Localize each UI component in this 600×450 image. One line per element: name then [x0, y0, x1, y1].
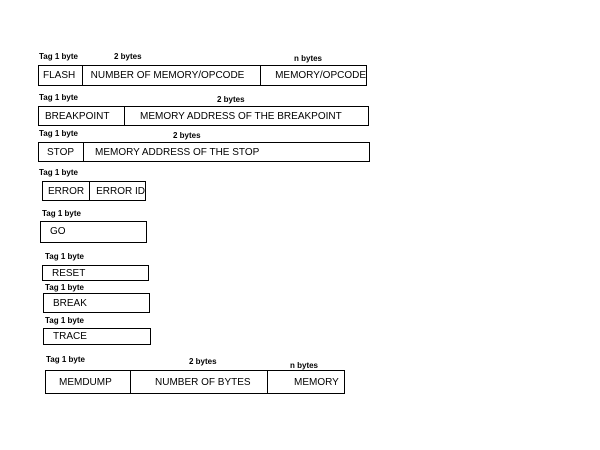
field-tag: BREAKPOINT	[45, 110, 110, 122]
tag-size-label: Tag 1 byte	[42, 209, 81, 218]
field-tag: BREAK	[53, 297, 87, 309]
packet-error	[42, 181, 146, 201]
field-size-label: 2 bytes	[217, 95, 245, 104]
field-size-label: 2 bytes	[189, 357, 217, 366]
field-tag: RESET	[52, 267, 86, 279]
field-tag: TRACE	[53, 331, 87, 342]
field-count: NUMBER OF BYTES	[130, 371, 267, 393]
tag-size-label: Tag 1 byte	[39, 52, 78, 61]
field-payload: MEMORY/OPCODE	[260, 66, 366, 85]
packet-stop	[38, 142, 370, 162]
tag-size-label: Tag 1 byte	[39, 129, 78, 138]
tag-size-label: Tag 1 byte	[45, 252, 84, 261]
field-tag: FLASH	[43, 70, 76, 81]
field-error-id: ERROR ID	[89, 182, 145, 200]
tag-size-label: Tag 1 byte	[46, 355, 85, 364]
packet-memdump	[45, 370, 345, 394]
packet-breakpoint	[38, 106, 369, 126]
field-count: NUMBER OF MEMORY/OPCODE	[82, 66, 260, 85]
field-tag: GO	[50, 226, 66, 237]
packet-break	[43, 293, 150, 313]
packet-trace	[43, 328, 151, 345]
tag-size-label: Tag 1 byte	[45, 316, 84, 325]
field-tag: STOP	[47, 146, 75, 158]
tag-size-label: Tag 1 byte	[39, 93, 78, 102]
packet-reset	[42, 265, 149, 281]
field-address: MEMORY ADDRESS OF THE BREAKPOINT	[124, 107, 368, 125]
packet-flash	[38, 65, 367, 86]
field-tag: MEMDUMP	[59, 376, 112, 388]
field-size-label: 2 bytes	[173, 131, 201, 140]
field-size-label: 2 bytes	[114, 52, 142, 61]
tag-size-label: Tag 1 byte	[45, 283, 84, 292]
field-size-label: n bytes	[294, 54, 323, 63]
field-size-label: n bytes	[290, 361, 319, 370]
field-tag: ERROR	[48, 185, 85, 197]
field-address: MEMORY ADDRESS OF THE STOP	[83, 143, 369, 161]
field-payload: MEMORY	[267, 371, 344, 393]
tag-size-label: Tag 1 byte	[39, 168, 78, 177]
packet-go	[40, 221, 147, 243]
